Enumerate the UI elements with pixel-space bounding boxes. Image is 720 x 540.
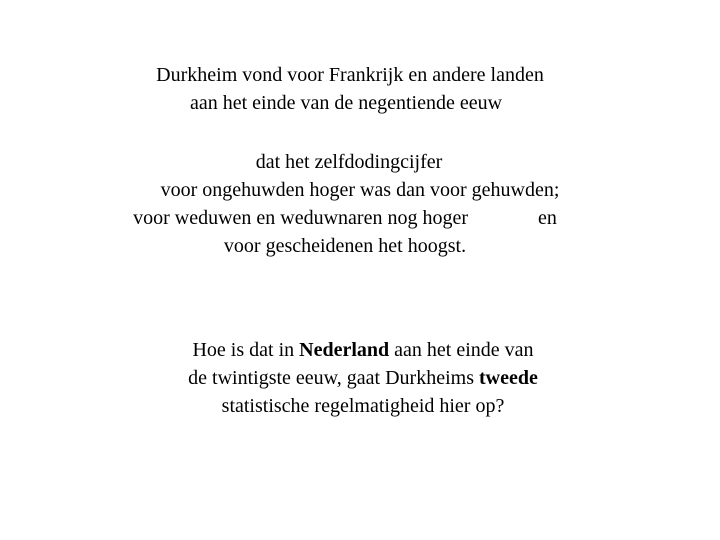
findings-line-4: voor gescheidenen het hoogst. [223, 235, 467, 257]
question-paragraph [0, 336, 720, 420]
question-line-3: statistische regelmatigheid hier op? [221, 395, 505, 417]
question-line-1-start: Hoe is dat in [192, 339, 300, 361]
findings-line-3 [0, 204, 705, 232]
question-emphasis-nederland: Nederland [299, 339, 390, 361]
intro-line-2: aan het einde van de negentiende eeuw [189, 92, 503, 114]
question-line-2 [3, 364, 720, 392]
findings-paragraph [0, 148, 720, 260]
findings-line-3-text: voor weduwen en weduwnaren nog hoger [133, 207, 468, 229]
question-line-1 [3, 336, 720, 364]
findings-line-1: dat het zelfdodingcijfer [255, 151, 443, 173]
intro-paragraph [0, 61, 720, 117]
findings-line-3-tail: en [538, 207, 557, 229]
question-line-2-start: de twintigste eeuw, gaat Durkheims [188, 367, 479, 389]
question-line-1-end: aan het einde van [389, 339, 534, 361]
findings-line-2: voor ongehuwden hoger was dan voor gehuwden; [160, 179, 560, 201]
question-emphasis-tweede: tweede [479, 367, 538, 389]
intro-line-1: Durkheim vond voor Frankrijk en andere landen [156, 64, 544, 86]
